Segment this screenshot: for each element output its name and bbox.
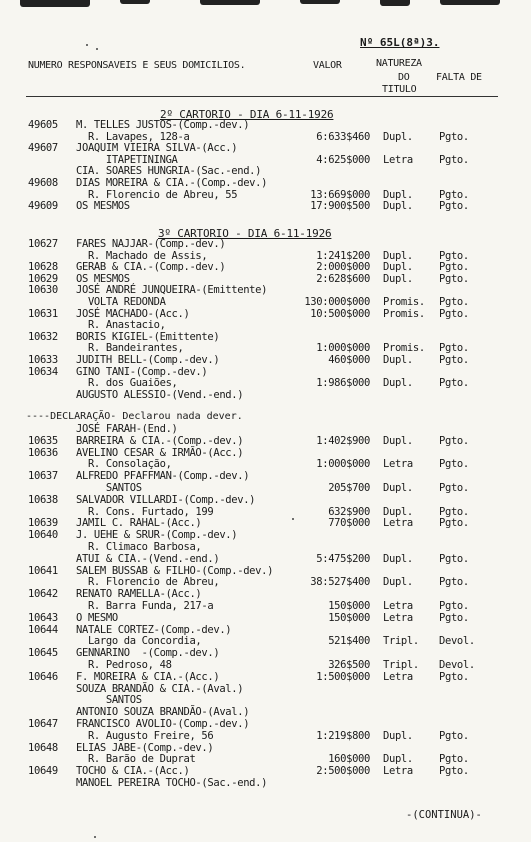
entry-description: R. Anastacio, [76,319,166,332]
entry-falta: Pgto. [439,249,469,262]
entry-falta: Pgto. [439,576,469,589]
entry-description: OS MESMOS [76,272,130,285]
entry-natureza: Dupl. [383,261,413,274]
entry-number: 49608 [28,177,58,189]
entry-description: GERAB & CIA.-(Comp.-dev.) [76,261,226,274]
entry-description: TOCHO & CIA.-(Acc.) [76,765,190,778]
entry-valor: 6:633$460 [316,130,370,143]
entry-falta: Pgto. [439,434,469,447]
entry-description: Largo da Concordia, [76,635,202,648]
entry-valor: 326$500 [328,659,370,671]
entry-falta: Pgto. [439,458,469,471]
entry-number: 10628 [28,261,58,274]
entry-falta: Pgto. [439,482,469,494]
entry-description: FRANCISCO AVOLIO-(Comp.-dev.) [76,718,250,730]
page-number: Nº 65L(8ª)3. [360,36,440,49]
entry-description: BARREIRA & CIA.-(Comp.-dev.) [76,434,244,447]
entry-description: SALVADOR VILLARDI-(Comp.-dev.) [76,493,256,506]
entry-description: SOUZA BRANDÃO & CIA.-(Aval.) [76,682,244,695]
entry-falta: Pgto. [439,729,469,742]
entry-falta: Pgto. [439,272,469,285]
entry-number: 10646 [28,670,58,683]
scan-speck [86,44,88,46]
entry-valor: 38:527$400 [310,576,370,589]
entry-falta: Devol. [439,635,475,648]
entry-valor: 13:669$000 [310,188,370,201]
entry-valor: 1:000$000 [316,342,370,355]
entry-number: 10635 [28,434,58,447]
entry-number: 10640 [28,529,58,542]
header-natureza-2: DO [398,72,410,83]
entry-natureza: Promis. [383,296,425,308]
entry-description: FARES NAJJAR-(Comp.-dev.) [76,238,226,250]
entry-valor: 4:625$000 [316,153,370,166]
entry-valor: 160$000 [328,753,370,766]
entry-description: BORIS KIGIEL-(Emittente) [76,330,220,343]
entry-description: R. Florencio de Abreu, [76,576,220,589]
scan-smudge [20,0,90,7]
entry-valor: 5:475$200 [316,552,370,565]
entry-natureza: Dupl. [383,130,413,143]
entry-natureza: Dupl. [383,552,413,565]
section-title-2-cartorio: 2º CARTORIO - DIA 6-11-1926 [160,108,334,121]
entry-falta: Pgto. [439,261,469,274]
entry-description: SANTOS [76,694,142,707]
entry-number: 49605 [28,119,58,131]
entry-natureza: Tripl. [383,659,419,671]
entry-natureza: Promis. [383,307,425,320]
entry-number: 10629 [28,272,58,285]
entry-natureza: Dupl. [383,729,413,742]
entry-number: 10637 [28,470,58,483]
entry-valor: 632$900 [328,505,370,518]
entry-natureza: Letra [383,517,413,530]
entry-description: AVELINO CESAR & IRMÃO-(Acc.) [76,446,244,459]
entry-valor: 205$700 [328,482,370,494]
entry-valor: 2:500$000 [316,765,370,778]
entry-falta: Pgto. [439,505,469,518]
entry-natureza: Letra [383,153,413,166]
entry-valor: 17:900$500 [310,200,370,213]
entry-natureza: Dupl. [383,505,413,518]
entry-valor: 2:628$600 [316,272,370,285]
entry-description: JOAQUIM VIEIRA SILVA-(Acc.) [76,142,238,155]
entry-valor: 460$000 [328,354,370,366]
entry-number: 10641 [28,564,58,577]
header-natureza-1: NATUREZA [376,58,422,69]
entry-valor: 1:241$200 [316,249,370,262]
entry-valor: 10:500$000 [310,307,370,320]
entry-valor: 130:000$000 [304,296,370,308]
entry-natureza: Letra [383,670,413,683]
entry-natureza: Dupl. [383,482,413,494]
entry-natureza: Dupl. [383,249,413,262]
entry-number: 10642 [28,588,58,601]
scan-speck [292,518,294,520]
entry-number: 10632 [28,330,58,343]
entry-description: R. Bandeirantes, [76,342,184,355]
entry-falta: Pgto. [439,517,469,530]
entry-description: R. Machado de Assis, [76,249,208,262]
entry-natureza: Dupl. [383,377,413,390]
entry-number: 10630 [28,284,58,297]
entry-description: GENNARINO -(Comp.-dev.) [76,647,220,660]
entry-number: 10643 [28,611,58,624]
entry-valor: 521$400 [328,635,370,648]
entry-number: 10633 [28,354,58,366]
entry-description: JOSÉ FARAH-(End.) [76,423,178,435]
entry-falta: Pgto. [439,377,469,390]
entry-valor: 1:986$000 [316,377,370,390]
entry-description: R. Barra Funda, 217-a [76,600,214,612]
entry-valor: 1:219$800 [316,729,370,742]
entry-number: 49607 [28,142,58,155]
entry-number: 10647 [28,718,58,730]
scan-smudge [120,0,150,4]
entry-description: NATALE CORTEZ-(Comp.-dev.) [76,623,232,636]
entry-valor: 770$000 [328,517,370,530]
entry-description: R. Pedroso, 48 [76,659,172,671]
entry-description: R. Consolação, [76,458,172,471]
entry-description: JOSÉ ANDRÉ JUNQUEIRA-(Emittente) [76,284,268,297]
entry-valor: 1:402$900 [316,434,370,447]
entry-number: 10644 [28,623,58,636]
header-valor: VALOR [313,60,342,71]
entry-valor: 2:000$000 [316,261,370,274]
entry-number: 10639 [28,517,58,530]
entry-valor: 1:500$000 [316,670,370,683]
entry-description: R. Barão de Duprat [76,753,196,766]
header-responsaveis: RESPONSAVEIS E SEUS DOMICILIOS. [68,60,246,71]
continua-label: -(CONTINUA)- [406,809,482,821]
entry-natureza: Dupl. [383,188,413,201]
entry-description: SANTOS [76,482,142,494]
scan-smudge [380,0,410,6]
entry-falta: Pgto. [439,307,469,320]
entry-description: AUGUSTO ALESSIO-(Vend.-end.) [76,388,244,401]
entry-number: 10645 [28,647,58,660]
entry-description: OS MESMOS [76,200,130,213]
entry-natureza: Tripl. [383,635,419,648]
entry-description: JUDITH BELL-(Comp.-dev.) [76,354,220,366]
entry-number: 49609 [28,200,58,213]
entry-description: ELIAS JABE-(Comp.-dev.) [76,741,214,754]
entry-falta: Pgto. [439,600,469,612]
entry-description: R. Florencio de Abreu, 55 [76,188,238,201]
scan-smudge [200,0,260,5]
header-numero: NUMERO [28,60,63,71]
entry-valor: 150$000 [328,611,370,624]
scan-smudge [440,0,500,5]
scan-speck [94,836,96,838]
entry-natureza: Dupl. [383,354,413,366]
entry-description: J. UEHE & SRUR-(Comp.-dev.) [76,529,238,542]
entry-description: CIA. SOARES HUNGRIA-(Sac.-end.) [76,165,262,178]
entry-valor: 150$000 [328,600,370,612]
entry-description: ALFREDO PFAFFMAN-(Comp.-dev.) [76,470,250,483]
entry-number: 10648 [28,741,58,754]
entry-valor: 1:000$000 [316,458,370,471]
entry-number: 10627 [28,238,58,250]
entry-natureza: Dupl. [383,272,413,285]
entry-falta: Pgto. [439,670,469,683]
entry-natureza: Dupl. [383,434,413,447]
entry-natureza: Dupl. [383,753,413,766]
scan-smudge [300,0,340,4]
entry-description: R. dos Guaiões, [76,377,178,390]
entry-natureza: Letra [383,765,413,778]
header-natureza-3: TITULO [382,84,417,95]
scan-speck [96,48,98,50]
entry-falta: Pgto. [439,552,469,565]
entry-natureza: Letra [383,611,413,624]
entry-falta: Pgto. [439,296,469,308]
entry-description: O MESMO [76,611,118,624]
entry-description: DIAS MOREIRA & CIA.-(Comp.-dev.) [76,177,268,189]
entry-natureza: Dupl. [383,200,413,213]
declaracao-line: ----DECLARAÇÃO- Declarou nada dever. [26,411,243,422]
header-rule [26,96,498,97]
entry-description: R. Lavapes, 128-a [76,130,190,143]
entry-falta: Pgto. [439,153,469,166]
entry-number: 10649 [28,765,58,778]
entry-description: R. Cons. Furtado, 199 [76,505,214,518]
entry-falta: Pgto. [439,753,469,766]
entry-description: ANTONIO SOUZA BRANDÃO-(Aval.) [76,706,250,719]
entry-falta: Pgto. [439,188,469,201]
entry-description: GINO TANI-(Comp.-dev.) [76,365,208,378]
entry-description: ATUI & CIA.-(Vend.-end.) [76,552,220,565]
entry-description: JOSÉ MACHADO-(Acc.) [76,307,190,320]
entry-natureza: Promis. [383,342,425,355]
entry-description: ITAPETININGA [76,153,178,166]
entry-falta: Devol. [439,659,475,671]
entry-description: RENATO RAMELLA-(Acc.) [76,588,202,601]
entry-falta: Pgto. [439,342,469,355]
entry-description: M. TELLES JUSTOS-(Comp.-dev.) [76,119,250,131]
header-falta: FALTA DE [436,72,482,83]
entry-falta: Pgto. [439,130,469,143]
entry-natureza: Letra [383,600,413,612]
entry-description: R. Augusto Freire, 56 [76,729,214,742]
entry-description: SALEM BUSSAB & FILHO-(Comp.-dev.) [76,564,274,577]
entry-description: VOLTA REDONDA [76,296,166,308]
entry-falta: Pgto. [439,354,469,366]
entry-description: MANOEL PEREIRA TOCHO-(Sac.-end.) [76,777,268,789]
entry-number: 10636 [28,446,58,459]
entry-falta: Pgto. [439,200,469,213]
entry-falta: Pgto. [439,765,469,778]
entry-natureza: Dupl. [383,576,413,589]
entry-number: 10631 [28,307,58,320]
entry-falta: Pgto. [439,611,469,624]
entry-natureza: Letra [383,458,413,471]
entry-description: R. Climaco Barbosa, [76,541,202,553]
entry-description: F. MOREIRA & CIA.-(Acc.) [76,670,220,683]
entry-number: 10638 [28,493,58,506]
entry-number: 10634 [28,365,58,378]
entry-description: JAMIL C. RAHAL-(Acc.) [76,517,202,530]
section-title-3-cartorio: 3º CARTORIO - DIA 6-11-1926 [158,227,332,240]
